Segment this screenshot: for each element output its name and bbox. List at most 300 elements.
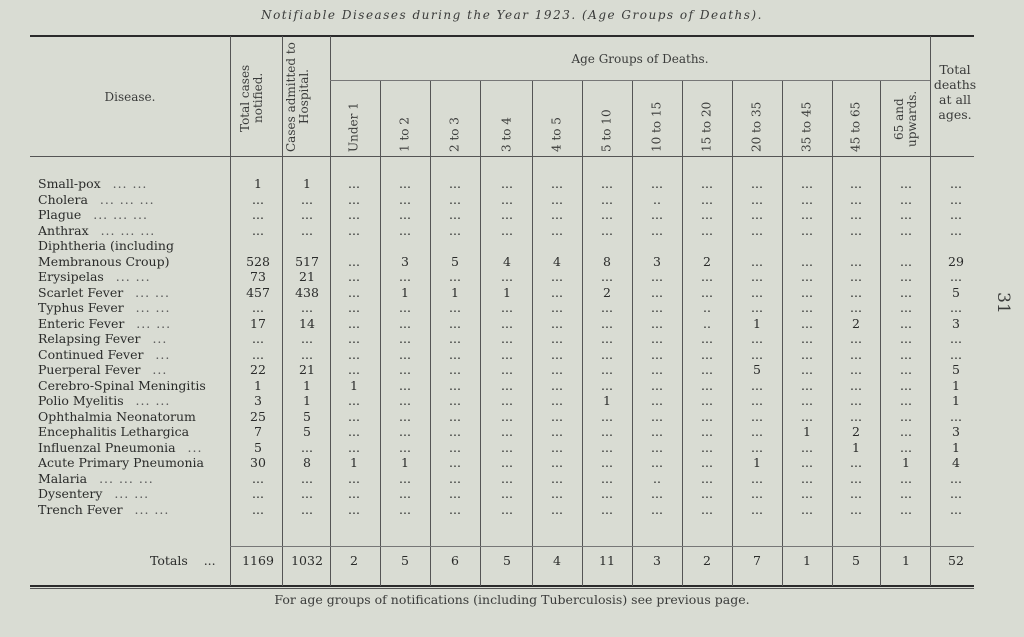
table-cell: ... <box>751 470 763 486</box>
table-cell: ... <box>701 455 713 470</box>
table-cell: ... <box>601 300 613 315</box>
table-cell: ... <box>900 191 912 207</box>
totals-cell: 2 <box>350 553 358 568</box>
table-cell: 3 <box>254 393 262 408</box>
table-cell: ... <box>651 331 663 346</box>
table-cell: ... <box>701 501 713 517</box>
table-cell: ... <box>501 501 513 517</box>
table-cell: 3 <box>952 315 960 331</box>
table-row <box>0 269 1024 285</box>
table-cell: ... <box>501 408 513 424</box>
table-cell: 1 <box>753 455 761 470</box>
table-cell: ... <box>399 346 411 362</box>
disease-name: Scarlet Fever ... ... <box>38 284 170 300</box>
table-cell: ... <box>651 424 663 439</box>
table-cell: ... <box>252 207 264 222</box>
table-cell: ... <box>449 269 461 284</box>
table-cell: ... <box>751 408 763 424</box>
table-row <box>0 207 1024 223</box>
table-cell: ... <box>501 470 513 486</box>
table-row <box>0 285 1024 301</box>
table-cell: ... <box>601 486 613 501</box>
table-cell: 3 <box>952 424 960 439</box>
table-cell: ... <box>701 269 713 284</box>
table-cell: ... <box>601 424 613 439</box>
table-cell: ... <box>449 486 461 501</box>
table-cell: ... <box>850 207 862 222</box>
table-cell: ... <box>399 300 411 315</box>
header-disease: Disease. <box>104 90 156 104</box>
table-row <box>0 176 1024 192</box>
page-title: Notifiable Diseases during the Year 1923. (Age Groups of Deaths). <box>261 8 763 22</box>
table-cell: ... <box>348 253 360 269</box>
table-cell: ... <box>348 315 360 331</box>
table-cell: ... <box>348 284 360 300</box>
table-cell: 1 <box>952 393 960 408</box>
table-cell: ... <box>551 315 563 331</box>
disease-name: Typhus Fever ... ... <box>38 300 171 315</box>
disease-name: Puerperal Fever ... <box>38 362 168 377</box>
age-column-header: Under 1 <box>346 102 361 152</box>
table-cell: ... <box>900 377 912 393</box>
totals-cell: 11 <box>599 553 615 568</box>
table-cell: ... <box>399 486 411 501</box>
table-cell: ... <box>801 362 813 377</box>
table-cell: ... <box>601 362 613 377</box>
table-cell: ... <box>950 346 962 362</box>
table-cell: ... <box>399 191 411 207</box>
table-cell: ... <box>449 300 461 315</box>
table-cell: ... <box>399 439 411 455</box>
disease-name: Ophthalmia Neonatorum <box>38 408 196 424</box>
table-cell: ... <box>501 362 513 377</box>
footnote: For age groups of notifications (including Tuberculosis) see previous page. <box>274 592 750 607</box>
table-cell: ... <box>252 470 264 486</box>
disease-name: Dysentery ... ... <box>38 486 150 501</box>
table-cell: 517 <box>295 253 319 269</box>
table-cell: ... <box>801 176 813 191</box>
table-cell: 2 <box>703 253 711 269</box>
totals-cell: 1 <box>902 553 910 568</box>
table-cell: 14 <box>299 315 315 331</box>
table-cell: ... <box>399 331 411 346</box>
table-cell: ... <box>850 455 862 470</box>
table-cell: ... <box>701 331 713 346</box>
header-total-notified: Total cases notified. <box>238 64 265 132</box>
disease-name: Cerebro-Spinal Meningitis <box>38 377 206 393</box>
table-cell: ... <box>301 470 313 486</box>
table-cell: ... <box>751 191 763 207</box>
table-cell: ... <box>701 470 713 486</box>
table-cell: ... <box>551 300 563 315</box>
table-cell: ... <box>801 393 813 408</box>
table-cell: ... <box>751 377 763 393</box>
table-cell: 21 <box>299 269 315 284</box>
table-cell: ... <box>751 501 763 517</box>
table-row <box>0 316 1024 332</box>
table-cell: ... <box>651 393 663 408</box>
age-column-header: 5 to 10 <box>599 109 614 152</box>
table-cell: ... <box>601 408 613 424</box>
table-row <box>0 393 1024 409</box>
header-admitted: Cases admitted to Hospital. <box>284 42 311 152</box>
table-cell: ... <box>348 501 360 517</box>
table-cell: 8 <box>303 455 311 470</box>
table-cell: ... <box>348 331 360 346</box>
table-cell: ... <box>501 300 513 315</box>
table-cell: ... <box>348 191 360 207</box>
table-cell: 438 <box>295 284 319 300</box>
table-cell: ... <box>601 222 613 238</box>
table-cell: ... <box>751 346 763 362</box>
table-cell: ... <box>701 346 713 362</box>
table-cell: .. <box>703 300 711 315</box>
totals-cell: 5 <box>503 553 511 568</box>
table-cell: ... <box>950 300 962 315</box>
table-cell: 4 <box>553 253 561 269</box>
table-cell: ... <box>399 424 411 439</box>
table-cell: ... <box>850 377 862 393</box>
table-cell: 5 <box>952 284 960 300</box>
table-cell: ... <box>449 176 461 191</box>
table-cell: 5 <box>753 362 761 377</box>
disease-name: Anthrax ... ... ... <box>38 222 156 238</box>
disease-name: Malaria ... ... ... <box>38 470 154 486</box>
table-cell: ... <box>701 408 713 424</box>
age-column-header: 10 to 15 <box>649 101 664 152</box>
table-cell: ... <box>601 269 613 284</box>
disease-name: Influenzal Pneumonia ... <box>38 439 203 455</box>
table-cell: ... <box>950 207 962 222</box>
table-cell: ... <box>551 284 563 300</box>
age-column-header: 2 to 3 <box>447 117 462 152</box>
table-cell: ... <box>348 439 360 455</box>
header-total-deaths: Total deaths at all ages. <box>933 62 977 122</box>
disease-name: Continued Fever ... <box>38 346 171 362</box>
table-cell: ... <box>399 408 411 424</box>
table-cell: 17 <box>250 315 266 331</box>
table-row <box>0 378 1024 394</box>
disease-name: Plague ... ... ... <box>38 207 148 222</box>
table-cell: ... <box>651 408 663 424</box>
table-cell: ... <box>252 346 264 362</box>
table-cell: ... <box>900 315 912 331</box>
table-cell: 21 <box>299 362 315 377</box>
table-cell: ... <box>651 315 663 331</box>
table-cell: ... <box>551 207 563 222</box>
table-cell: ... <box>701 439 713 455</box>
totals-cell: 1169 <box>242 553 274 568</box>
table-cell: ... <box>651 222 663 238</box>
table-cell: ... <box>501 393 513 408</box>
table-cell: ... <box>850 331 862 346</box>
age-column-header: 4 to 5 <box>549 117 564 152</box>
table-row <box>0 331 1024 347</box>
table-cell: ... <box>900 176 912 191</box>
table-cell: ... <box>348 486 360 501</box>
table-row <box>0 440 1024 456</box>
table-row <box>0 347 1024 363</box>
table-cell: 1 <box>952 377 960 393</box>
table-cell: ... <box>399 362 411 377</box>
table-cell: ... <box>801 455 813 470</box>
table-cell: ... <box>900 300 912 315</box>
table-cell: 1 <box>852 439 860 455</box>
totals-row <box>0 553 1024 571</box>
table-cell: ... <box>399 393 411 408</box>
table-cell: 5 <box>303 408 311 424</box>
table-cell: ... <box>449 501 461 517</box>
table-cell: ... <box>301 207 313 222</box>
table-cell: 29 <box>948 253 964 269</box>
table-cell: ... <box>449 191 461 207</box>
table-cell: ... <box>348 393 360 408</box>
table-cell: .. <box>703 315 711 331</box>
table-bottom-rule-thin <box>30 588 974 589</box>
table-cell: ... <box>252 300 264 315</box>
table-cell: ... <box>850 191 862 207</box>
table-cell: ... <box>252 191 264 207</box>
table-cell: ... <box>801 253 813 269</box>
table-cell: ... <box>449 424 461 439</box>
table-cell: ... <box>601 377 613 393</box>
table-cell: 4 <box>952 455 960 470</box>
table-cell: 1 <box>401 455 409 470</box>
table-cell: ... <box>601 439 613 455</box>
table-cell: ... <box>449 439 461 455</box>
table-cell: 1 <box>254 176 262 191</box>
age-column-header: 1 to 2 <box>397 117 412 152</box>
table-cell: ... <box>801 470 813 486</box>
table-cell: ... <box>449 408 461 424</box>
table-cell: ... <box>399 222 411 238</box>
totals-cell: 4 <box>553 553 561 568</box>
table-cell: ... <box>651 346 663 362</box>
table-cell: ... <box>801 377 813 393</box>
table-row <box>0 238 1024 269</box>
disease-name: Small-pox ... ... <box>38 176 148 191</box>
table-cell: ... <box>551 439 563 455</box>
table-cell: ... <box>850 393 862 408</box>
table-cell: ... <box>900 207 912 222</box>
table-cell: ... <box>551 176 563 191</box>
table-cell: ... <box>551 362 563 377</box>
totals-cell: 3 <box>653 553 661 568</box>
table-cell: ... <box>348 424 360 439</box>
table-cell: 1 <box>503 284 511 300</box>
table-cell: ... <box>601 470 613 486</box>
table-cell: ... <box>900 486 912 501</box>
table-cell: ... <box>449 393 461 408</box>
table-cell: ... <box>751 176 763 191</box>
table-cell: ... <box>900 253 912 269</box>
table-cell: ... <box>399 176 411 191</box>
table-cell: ... <box>900 408 912 424</box>
page-number: 31 <box>992 292 1013 314</box>
table-cell: ... <box>551 470 563 486</box>
table-cell: ... <box>850 486 862 501</box>
table-cell: ... <box>900 346 912 362</box>
table-cell: 4 <box>503 253 511 269</box>
table-cell: ... <box>701 207 713 222</box>
table-cell: ... <box>348 346 360 362</box>
table-cell: ... <box>449 377 461 393</box>
table-cell: ... <box>501 439 513 455</box>
table-cell: 7 <box>254 424 262 439</box>
totals-cell: 1 <box>803 553 811 568</box>
table-cell: ... <box>551 191 563 207</box>
table-cell: ... <box>501 331 513 346</box>
table-cell: 528 <box>246 253 270 269</box>
table-cell: ... <box>950 470 962 486</box>
age-column-header: 35 to 45 <box>799 101 814 152</box>
table-cell: ... <box>501 191 513 207</box>
table-cell: ... <box>950 408 962 424</box>
table-cell: ... <box>301 501 313 517</box>
table-cell: 5 <box>451 253 459 269</box>
table-cell: ... <box>850 222 862 238</box>
table-cell: .. <box>653 191 661 207</box>
totals-cell: 5 <box>852 553 860 568</box>
table-cell: ... <box>399 501 411 517</box>
table-cell: ... <box>449 315 461 331</box>
table-cell: ... <box>501 455 513 470</box>
table-cell: 22 <box>250 362 266 377</box>
table-cell: ... <box>399 269 411 284</box>
table-cell: ... <box>551 377 563 393</box>
table-cell: ... <box>449 207 461 222</box>
table-row <box>0 409 1024 425</box>
table-cell: ... <box>449 362 461 377</box>
age-group-header-rule <box>330 80 930 81</box>
table-cell: 2 <box>852 424 860 439</box>
table-cell: ... <box>651 269 663 284</box>
table-cell: 1 <box>350 377 358 393</box>
table-cell: ... <box>252 331 264 346</box>
table-cell: ... <box>301 346 313 362</box>
table-cell: 1 <box>753 315 761 331</box>
table-cell: ... <box>399 470 411 486</box>
totals-cell: 2 <box>703 553 711 568</box>
table-cell: ... <box>651 176 663 191</box>
table-cell: ... <box>801 331 813 346</box>
table-cell: ... <box>950 486 962 501</box>
table-cell: ... <box>252 486 264 501</box>
table-cell: 1 <box>350 455 358 470</box>
table-cell: ... <box>601 315 613 331</box>
table-cell: ... <box>301 300 313 315</box>
table-cell: ... <box>601 346 613 362</box>
table-cell: ... <box>701 377 713 393</box>
table-cell: 1 <box>303 176 311 191</box>
table-cell: ... <box>449 331 461 346</box>
table-cell: ... <box>551 486 563 501</box>
table-row <box>0 424 1024 440</box>
header-age-groups: Age Groups of Deaths. <box>571 52 709 66</box>
totals-cell: 1032 <box>291 553 323 568</box>
table-cell: ... <box>501 424 513 439</box>
table-cell: ... <box>348 269 360 284</box>
table-cell: ... <box>449 455 461 470</box>
table-cell: ... <box>801 284 813 300</box>
disease-name: Relapsing Fever ... <box>38 331 168 346</box>
table-cell: ... <box>701 424 713 439</box>
table-cell: ... <box>399 207 411 222</box>
table-cell: ... <box>751 393 763 408</box>
table-cell: ... <box>651 377 663 393</box>
table-cell: ... <box>801 191 813 207</box>
totals-label: Totals ... <box>150 553 216 568</box>
table-cell: ... <box>701 176 713 191</box>
table-cell: ... <box>601 331 613 346</box>
totals-cell: 5 <box>401 553 409 568</box>
table-cell: 5 <box>952 362 960 377</box>
table-cell: ... <box>601 191 613 207</box>
table-row <box>0 486 1024 502</box>
table-cell: ... <box>950 269 962 284</box>
table-cell: ... <box>850 346 862 362</box>
table-cell: ... <box>651 439 663 455</box>
table-row <box>0 455 1024 471</box>
table-cell: 73 <box>250 269 266 284</box>
table-cell: ... <box>551 331 563 346</box>
table-cell: ... <box>301 331 313 346</box>
table-cell: 1 <box>451 284 459 300</box>
table-cell: ... <box>651 284 663 300</box>
table-cell: 8 <box>603 253 611 269</box>
disease-name: Enteric Fever ... ... <box>38 315 172 331</box>
table-cell: 2 <box>603 284 611 300</box>
table-row <box>0 223 1024 239</box>
table-cell: 1 <box>803 424 811 439</box>
table-cell: ... <box>900 362 912 377</box>
disease-name: Diphtheria (including Membranous Croup) <box>38 238 174 269</box>
table-cell: ... <box>751 207 763 222</box>
table-cell: ... <box>449 470 461 486</box>
table-cell: ... <box>551 346 563 362</box>
table-cell: 3 <box>401 253 409 269</box>
table-cell: ... <box>751 222 763 238</box>
table-cell: ... <box>900 331 912 346</box>
table-cell: ... <box>449 222 461 238</box>
table-cell: ... <box>801 346 813 362</box>
table-top-rule <box>30 35 974 37</box>
table-cell: ... <box>348 470 360 486</box>
table-cell: ... <box>751 424 763 439</box>
totals-rule <box>230 546 974 547</box>
table-cell: ... <box>551 424 563 439</box>
table-cell: ... <box>651 455 663 470</box>
table-cell: ... <box>651 501 663 517</box>
table-cell: ... <box>801 501 813 517</box>
table-cell: ... <box>701 191 713 207</box>
totals-cell: 7 <box>753 553 761 568</box>
table-cell: ... <box>551 455 563 470</box>
table-cell: .. <box>653 470 661 486</box>
table-row <box>0 362 1024 378</box>
table-row <box>0 502 1024 518</box>
table-cell: ... <box>301 191 313 207</box>
table-cell: ... <box>751 439 763 455</box>
table-cell: ... <box>651 207 663 222</box>
table-cell: ... <box>501 377 513 393</box>
table-cell: ... <box>252 501 264 517</box>
totals-cell: 6 <box>451 553 459 568</box>
table-cell: ... <box>850 408 862 424</box>
table-cell: 1 <box>401 284 409 300</box>
table-cell: ... <box>601 176 613 191</box>
table-cell: ... <box>701 486 713 501</box>
